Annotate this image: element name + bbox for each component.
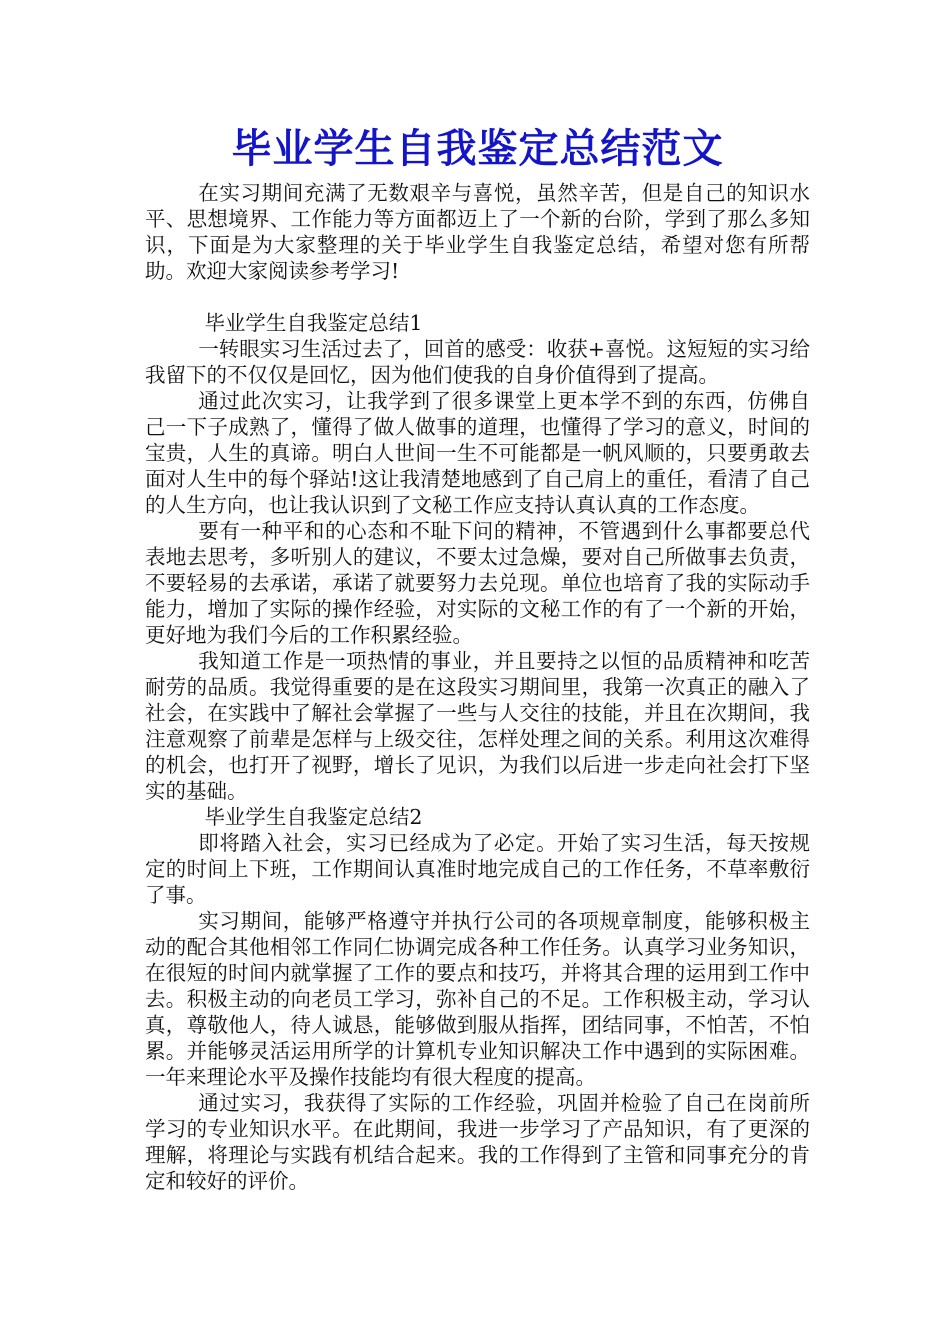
document-title: 毕业学生自我鉴定总结范文 (231, 126, 724, 172)
section-heading-1: 毕业学生自我鉴定总结1 (204, 311, 423, 335)
section-1-paragraph: 我知道工作是一项热情的事业，并且要持之以恒的品质精神和吃苦耐劳的品质。我觉得重要的是在这段实习期间里，我第一次真正的融入了社会，在实践中了解社会掌握了一些与人交往的技能，并且在次期间，我注意观察了前辈是怎样与上级交往，怎样处理之间的关系。利用这次难得的机会，也打开了视野，增长了见识，为我们以后进一步走向社会打下坚实的基础。 (145, 649, 810, 803)
section-1-paragraph: 一转眼实习生活过去了，回首的感受：收获+喜悦。这短短的实习给我留下的不仅仅是回忆，因为他们使我的自身价值得到了提高。 (145, 337, 810, 387)
section-2-paragraph: 通过实习，我获得了实际的工作经验，巩固并检验了自己在岗前所学习的专业知识水平。在此期间，我进一步学习了产品知识，有了更深的理解，将理论与实践有机结合起来。我的工作得到了主管和同事充分的肯定和较好的评价。 (145, 1091, 810, 1193)
document-page (145, 118, 810, 1194)
section-2-paragraph: 即将踏入社会，实习已经成为了必定。开始了实习生活，每天按规定的时间上下班，工作期间认真准时地完成自己的工作任务，不草率敷衍了事。 (145, 831, 810, 907)
paragraph-gap (145, 284, 810, 310)
section-1-paragraph: 通过此次实习，让我学到了很多课堂上更本学不到的东西，仿佛自己一下子成熟了，懂得了做人做事的道理，也懂得了学习的意义，时间的宝贵，人生的真谛。明白人世间一生不可能都是一帆风顺的，只要勇敢去面对人生中的每个驿站!这让我清楚地感到了自己肩上的重任，看清了自己的人生方向，也让我认识到了文秘工作应支持认真认真的工作态度。 (145, 389, 810, 517)
section-1-paragraph: 要有一种平和的心态和不耻下问的精神，不管遇到什么事都要总代表地去思考，多听别人的建议，不要太过急燥，要对自己所做事去负责，不要轻易的去承诺，承诺了就要努力去兑现。单位也培育了我的实际动手能力，增加了实际的操作经验，对实际的文秘工作的有了一个新的开始，更好地为我们今后的工作积累经验。 (145, 519, 810, 647)
section-2-paragraph: 实习期间，能够严格遵守并执行公司的各项规章制度，能够积极主动的配合其他相邻工作同仁协调完成各种工作任务。认真学习业务知识，在很短的时间内就掌握了工作的要点和技巧，并将其合理的运用到工作中去。积极主动的向老员工学习，弥补自己的不足。工作积极主动，学习认真，尊敬他人，待人诚恳，能够做到服从指挥，团结同事，不怕苦，不怕累。并能够灵活运用所学的计算机专业知识解决工作中遇到的实际困难。一年来理论水平及操作技能均有很大程度的提高。 (145, 909, 810, 1089)
section-heading-2: 毕业学生自我鉴定总结2 (204, 805, 423, 829)
intro-paragraph: 在实习期间充满了无数艰辛与喜悦，虽然辛苦，但是自己的知识水平、思想境界、工作能力等方面都迈上了一个新的台阶，学到了那么多知识，下面是为大家整理的关于毕业学生自我鉴定总结，希望对您有所帮助。欢迎大家阅读参考学习! (145, 181, 810, 283)
